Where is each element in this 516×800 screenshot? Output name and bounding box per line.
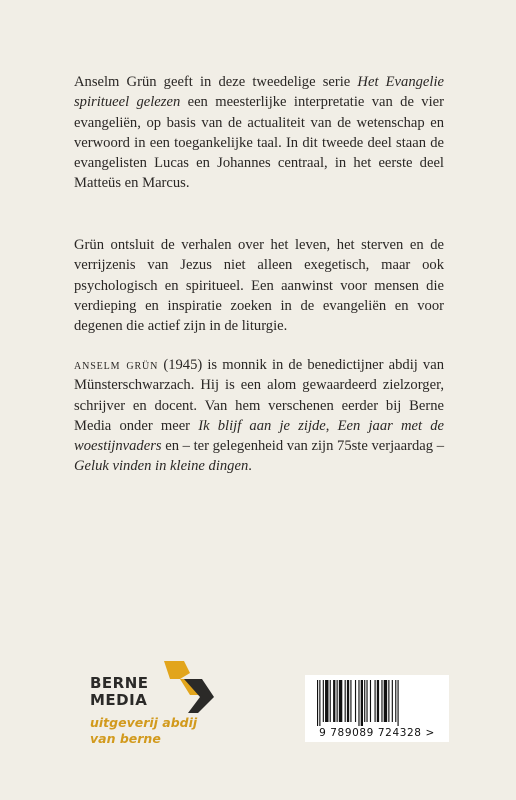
logo-tagline-line1: uitgeverij abdij [90, 715, 198, 730]
author-bio [74, 355, 444, 477]
book-title: Ik blijf aan je zijde [198, 417, 326, 434]
barcode-bars [317, 680, 439, 726]
bio-text: en – ter gelegenheid van zijn 75ste verjaardag – [161, 438, 444, 455]
series-title: Het Evangelie spiritueel gelezen [74, 74, 444, 111]
bio-text: , [325, 417, 338, 434]
book-title: Een jaar met de woestijnvaders [74, 417, 445, 455]
blurb-paragraph-2 [74, 235, 444, 336]
bio-text: . [248, 458, 252, 475]
logo-wordmark-line2: MEDIA [90, 691, 148, 709]
logo-wordmark-line1: BERNE [90, 674, 149, 692]
book-title: Geluk vinden in kleine dingen [74, 458, 249, 475]
berne-media-logo-icon [158, 657, 216, 715]
blurb-text: Grün ontsluit de verhalen over het leven, het sterven en de verrijzenis van Jezus niet alleen exegetisch, maar ook psychologisch en spiritueel. Een aanwinst voor mensen die verdieping en inspiratie zoeken in de evangeliën en voor degenen die actief zijn in de liturgie. [74, 237, 444, 335]
blurb-text: een meesterlijke interpretatie van de vier evangeliën, op basis van de actualiteit van de wetenschap en verwoord in een toegankelijke taal. In dit tweede deel staan de evangelisten Lucas en Johannes centraal, in het eerste deel Matteüs en Marcus. [74, 94, 444, 192]
publisher-logo [88, 657, 218, 747]
isbn-barcode [305, 675, 449, 742]
logo-tagline-line2: van berne [90, 731, 161, 746]
blurb-paragraph-1 [74, 72, 444, 194]
bio-text: (1945) is monnik in de benedictijner abdij van Münsterschwarzach. Hij is een alom gewaardeerd zielzorger, schrijver en docent. Van hem verschenen eerder bij Berne Media onder meer [74, 357, 444, 434]
isbn-number: 9 789089 724328 > [319, 727, 435, 739]
author-name: anselm grün [74, 357, 159, 373]
blurb-text: Anselm Grün geeft in deze tweedelige serie [74, 74, 358, 90]
